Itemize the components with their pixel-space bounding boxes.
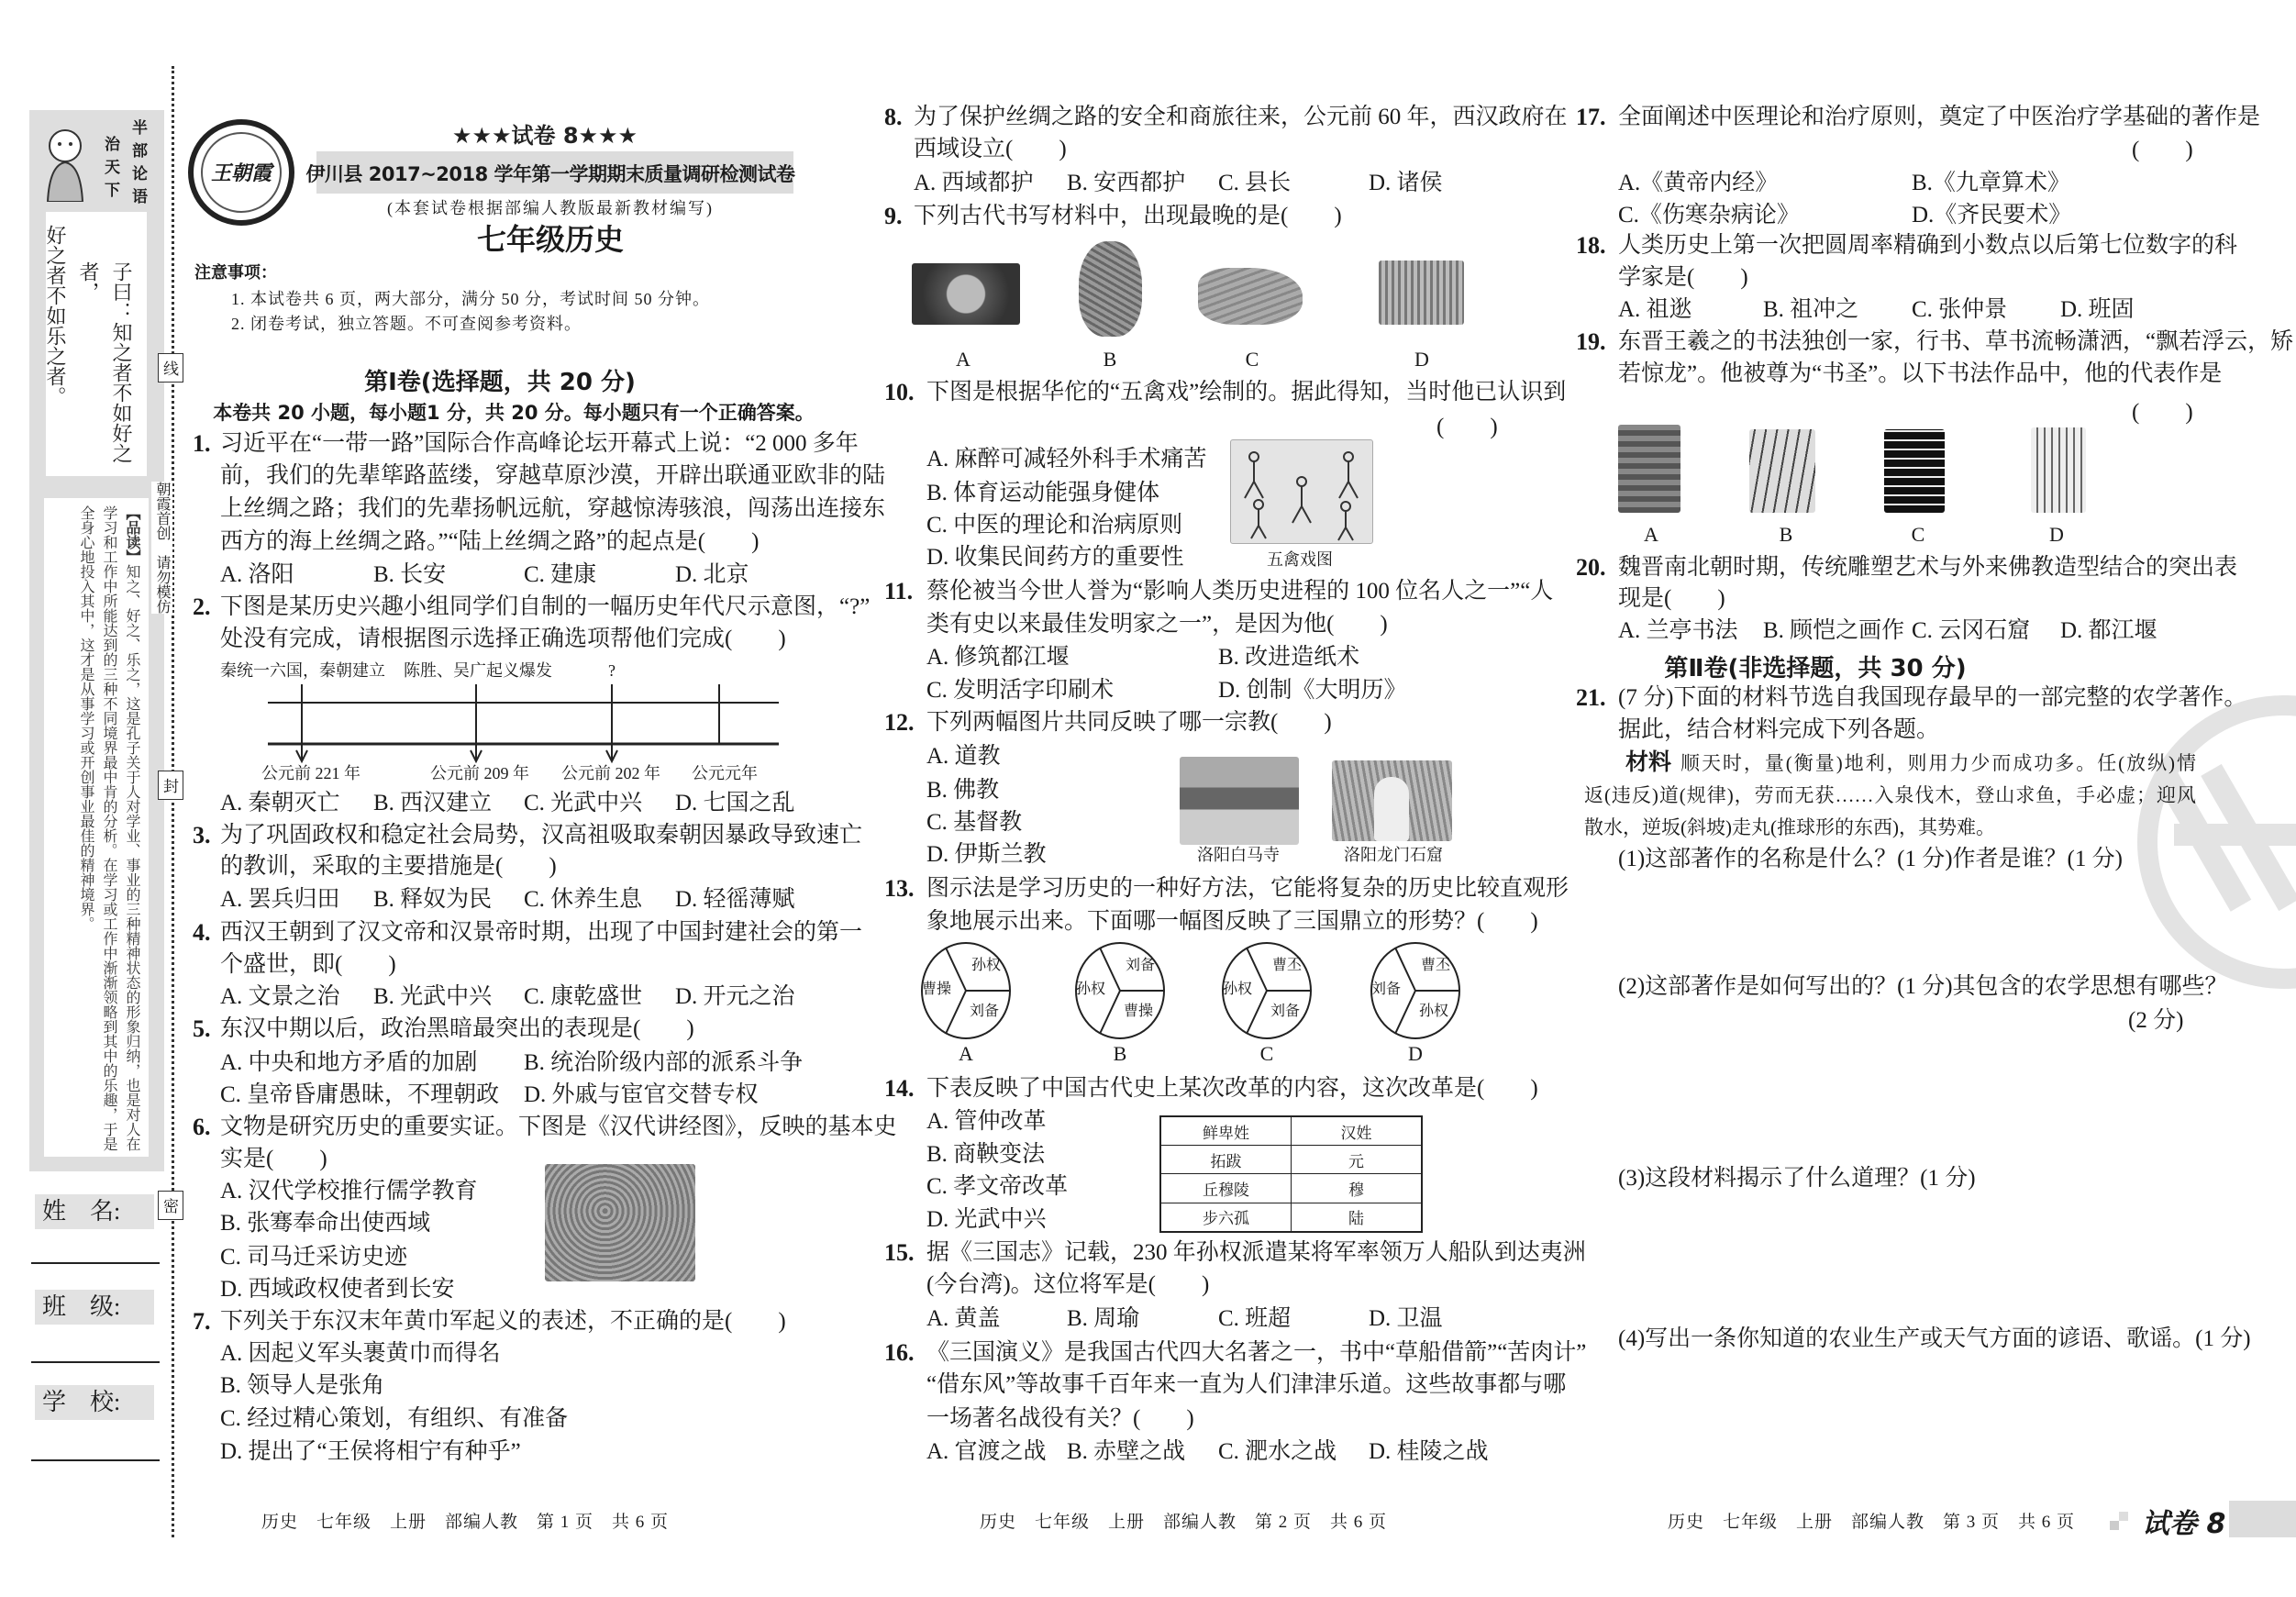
calligraphy-a-image: [1618, 425, 1680, 513]
subquestion-3: (3)这段材料揭示了什么道理？(1 分): [1618, 1166, 1976, 1191]
diagram-label-left: 刘备: [1371, 981, 1402, 997]
question-number: 15.: [884, 1239, 915, 1266]
question-stem-line: 的教训，采取的主要措施是( ): [220, 854, 557, 879]
question-stem-line: 习近平在“一带一路”国际合作高峰论坛开幕式上说：“2 000 多年: [220, 431, 859, 456]
bamboo-slips-image: [1379, 261, 1464, 325]
option-d[interactable]: D. 提出了“王侯将相宁有种乎”: [220, 1439, 521, 1464]
image-label: B: [1779, 523, 1793, 546]
question-stem-line: 为了保护丝绸之路的安全和商旅往来，公元前 60 年，西汉政府在: [914, 105, 1568, 129]
diagram-label-left: 孙权: [1223, 981, 1253, 997]
question-number: 20.: [1576, 554, 1606, 581]
image-label: A: [1644, 523, 1658, 546]
han-lecture-relief-image: [545, 1164, 695, 1281]
question-stem-line: “借东风”等故事千百年来一直为人们津津乐道。这些故事都与哪: [926, 1372, 1567, 1397]
question-stem-line: 学家是( ): [1618, 265, 1748, 290]
answer-bracket: ( ): [2132, 138, 2193, 162]
option-a[interactable]: A. 兰亭书法: [1618, 618, 1738, 643]
question-stem-line: 蔡伦被当今世人誉为“影响人类历史进程的 100 位名人之一”“人: [926, 579, 1554, 604]
material-label: 材料: [1625, 750, 1672, 775]
question-stem-line: 据《三国志》记载，230 年孙权派遣某将军率领万人船队到达夷洲: [926, 1240, 1586, 1265]
option-a[interactable]: A. 祖逖: [1618, 297, 1692, 322]
diagram-label-bottom: 曹操: [1124, 1004, 1154, 1019]
material-line: 散水，逆坂(斜坡)走丸(推球形的东西)，其势难。: [1584, 816, 1995, 838]
option-c[interactable]: C. 云冈石窟: [1912, 618, 2031, 643]
pindu-text: 知之、好之、乐之，这是孔子关于人对学业、事业的三种精神状态的形象归纳，也是对人在学习和工作中所能达到的三种不同境界最中肯的分析。在学习或工作中渐渐领略到其中的乐趣，于是全身心地投入其中，这才是从事学习或开创事业最佳的精神境界。: [78, 505, 139, 1151]
table-header: 鲜卑姓: [1160, 1116, 1292, 1146]
diagram-label-top: 曹丕: [1421, 958, 1451, 973]
subquestion-2-score: (2 分): [2128, 1008, 2184, 1033]
option-a[interactable]: A. 因起义军头裹黄巾而得名: [220, 1341, 501, 1366]
oracle-bone-image: [1079, 241, 1142, 337]
option-d[interactable]: D. 卫温: [1369, 1306, 1443, 1331]
diagram-option-label: A: [959, 1042, 973, 1065]
subquestion-1: (1)这部著作的名称是什么？(1 分)作者是谁？(1 分): [1618, 847, 2123, 871]
notice-2: 2. 闭卷考试，独立答题。不可查阅参考资料。: [231, 315, 582, 333]
option-b[interactable]: B. 张骞奉命出使西域: [220, 1211, 431, 1236]
question-stem-line: 图示法是学习历史的一种好方法，它能将复杂的历史比较直观形: [926, 876, 1569, 901]
option-a[interactable]: A. 秦朝灭亡: [220, 791, 340, 815]
part2-heading: 第Ⅱ卷(非选择题，共 30 分): [1664, 655, 1967, 682]
subquestion-2: (2)这部著作是如何写出的？(1 分)其包含的农学思想有哪些？: [1618, 974, 2228, 999]
question-stem-line: 前，我们的先辈筚路蓝缕，穿越草原沙漠，开辟出联通亚欧非的陆: [220, 463, 886, 488]
edition-note: (本套试卷根据部编人教版最新教材编写): [387, 199, 714, 217]
diagram-label-left: 曹操: [922, 981, 952, 997]
diagram-option-label: B: [1113, 1042, 1127, 1065]
image-label: D: [2049, 523, 2064, 546]
answer-bracket: ( ): [2132, 400, 2193, 425]
question-stem-line: 下列关于东汉末年黄巾军起义的表述，不正确的是( ): [220, 1309, 786, 1334]
question-number: 6.: [193, 1114, 211, 1140]
question-stem-line: 个盛世，即( ): [220, 952, 396, 977]
image-label: C: [1245, 348, 1259, 371]
question-number: 8.: [884, 104, 903, 130]
diagram-label-top: 曹丕: [1272, 958, 1303, 973]
option-c[interactable]: C. 孝文帝改革: [926, 1174, 1069, 1199]
timeline-diagram: [257, 679, 789, 771]
subquestion-4: (4)写出一条你知道的农业生产或天气方面的谚语、歌谣。(1 分): [1618, 1326, 2251, 1351]
paper-badge: 试卷 8: [2142, 1508, 2226, 1540]
timeline-arrow-icon: [471, 684, 482, 761]
copyright-notice: 朝霞首创 请勿模仿: [151, 482, 172, 614]
question-stem-line: 西域设立( ): [914, 137, 1067, 161]
option-d[interactable]: D. 都江堰: [2060, 618, 2157, 643]
option-d[interactable]: D.《齐民要术》: [1912, 203, 2072, 227]
question-stem-line: 上丝绸之路；我们的先辈扬帆远航，穿越惊涛骇浪，闯荡出连接东: [220, 496, 886, 521]
question-stem-line: (7 分)下面的材料节选自我国现存最早的一部完整的农学著作。: [1618, 685, 2247, 710]
option-b[interactable]: B. 安西都护: [1067, 171, 1186, 195]
seal-feng: 封: [158, 771, 183, 800]
timeline-event: 秦统一六国，秦朝建立: [220, 661, 385, 680]
five-animal-exercises-image: [1230, 439, 1373, 544]
diagram-label-bottom: 孙权: [1419, 1004, 1449, 1019]
class-input[interactable]: [31, 1361, 160, 1363]
footer-page-1: 历史 七年级 上册 部编人教 第 1 页 共 6 页: [261, 1513, 670, 1532]
longmen-grottoes-image: [1332, 760, 1452, 841]
option-d[interactable]: D. 收集民间药方的重要性: [926, 545, 1184, 570]
table-cell: 拓跋: [1160, 1146, 1292, 1174]
timeline-year: 公元前 221 年: [261, 764, 360, 782]
material-line: 返(违反)道(规律)，劳而无获……入泉伐木，登山求鱼，手必虚；迎风: [1584, 784, 2196, 806]
option-a[interactable]: A. 修筑都江堰: [926, 645, 1070, 670]
image-label: A: [956, 348, 971, 371]
option-d[interactable]: D. 北京: [675, 562, 749, 587]
option-c[interactable]: C. 皇帝昏庸愚昧，不理朝政: [220, 1082, 500, 1107]
question-stem-line: 为了巩固政权和稳定社会局势，汉高祖吸取秦朝因暴政导致速亡: [220, 823, 863, 848]
option-d[interactable]: D. 轻徭薄赋: [675, 887, 795, 912]
question-stem-line: 实是( ): [220, 1147, 327, 1171]
notice-1: 1. 本试卷共 6 页，两大部分，满分 50 分，考试时间 50 分钟。: [231, 290, 710, 308]
option-c[interactable]: C. 淝水之战: [1218, 1439, 1337, 1464]
question-stem-line: 全面阐述中医理论和治疗原则，奠定了中医治疗学基础的著作是: [1618, 105, 2261, 129]
question-stem-line: 魏晋南北朝时期，传统雕塑艺术与外来佛教造型结合的突出表: [1618, 555, 2238, 580]
image-label: B: [1103, 348, 1117, 371]
diagram-option-label: D: [1408, 1042, 1423, 1065]
exam-title: 伊川县 2017~2018 学年第一学期期末质量调研检测试卷: [305, 163, 795, 185]
option-d[interactable]: D. 班固: [2060, 297, 2135, 322]
option-c[interactable]: C. 经过精心策划，有组织、有准备: [220, 1406, 569, 1431]
option-d[interactable]: D. 桂陵之战: [1369, 1439, 1489, 1464]
question-number: 11.: [884, 578, 914, 604]
option-a[interactable]: A. 洛阳: [220, 562, 294, 587]
option-a[interactable]: A. 中央和地方矛盾的加剧: [220, 1050, 478, 1075]
diagram-option-label: C: [1259, 1042, 1274, 1065]
timeline-year: 公元元年: [692, 764, 758, 782]
seal-xian: 线: [158, 353, 183, 383]
question-stem-line: 若惊龙”。他被尊为“书圣”。以下书法作品中，他的代表作是: [1618, 361, 2223, 386]
option-b[interactable]: B. 改进造纸术: [1218, 645, 1360, 670]
question-stem-line: (今台湾)。这位将军是( ): [926, 1272, 1210, 1297]
option-b[interactable]: B. 光武中兴: [373, 984, 493, 1009]
table-cell: 元: [1292, 1146, 1423, 1174]
question-stem-line: 下图是某历史兴趣小组同学们自制的一幅历史年代尺示意图，“?”: [220, 594, 871, 619]
question-stem-line: 下列古代书写材料中，出现最晚的是( ): [914, 204, 1342, 228]
seal-mi: 密: [158, 1191, 183, 1220]
option-b[interactable]: B. 商鞅变法: [926, 1142, 1046, 1167]
part1-description: 本卷共 20 小题，每小题1 分，共 20 分。每小题只有一个正确答案。: [213, 402, 815, 424]
option-b[interactable]: B. 领导人是张角: [220, 1373, 385, 1398]
option-a[interactable]: A. 麻醉可减轻外科手术痛苦: [926, 447, 1207, 471]
question-stem-line: 东汉中期以后，政治黑暗最突出的表现是( ): [220, 1016, 694, 1041]
option-d[interactable]: D. 诸侯: [1369, 171, 1443, 195]
option-c[interactable]: C. 张仲景: [1912, 297, 2008, 322]
ancient-paper-image: [1198, 268, 1303, 325]
question-number: 1.: [193, 430, 211, 457]
paper-badge-bar: [2229, 1501, 2296, 1537]
option-c[interactable]: C. 光武中兴: [524, 791, 643, 815]
option-b[interactable]: B. 统治阶级内部的派系斗争: [524, 1050, 804, 1075]
name-label: 姓 名:: [35, 1194, 154, 1229]
option-b[interactable]: B. 释奴为民: [373, 887, 493, 912]
question-number: 7.: [193, 1308, 211, 1335]
quote-line-1: 子曰：知之者不如好之者，: [77, 261, 133, 463]
timeline-year: 公元前 202 年: [561, 764, 660, 782]
pindu-box: [44, 498, 149, 1157]
option-b[interactable]: B. 西汉建立: [373, 791, 493, 815]
calligraphy-c-image: [1884, 429, 1945, 513]
option-b[interactable]: B. 长安: [373, 562, 447, 587]
binding-line: [172, 66, 174, 1537]
part1-heading: 第Ⅰ卷(选择题，共 20 分): [364, 369, 636, 396]
image-label: D: [1414, 348, 1429, 371]
question-number: 4.: [193, 919, 211, 946]
option-b[interactable]: B. 祖冲之: [1763, 297, 1859, 322]
question-number: 14.: [884, 1075, 915, 1102]
timeline-arrow-icon: [296, 684, 307, 761]
paper-label: ★★★试卷 8★★★: [451, 123, 638, 149]
question-number: 18.: [1576, 232, 1606, 259]
question-number: 5.: [193, 1015, 211, 1042]
motto-right: 半部论语: [128, 119, 147, 211]
question-stem-line: 西方的海上丝绸之路。”“陆上丝绸之路”的起点是( ): [220, 529, 760, 554]
timeline-event: ?: [608, 661, 616, 680]
table-cell: 丘穆陵: [1160, 1174, 1292, 1203]
option-b[interactable]: B. 赤壁之战: [1067, 1439, 1186, 1464]
question-number: 12.: [884, 709, 915, 736]
option-a[interactable]: A. 汉代学校推行儒学教育: [220, 1179, 478, 1203]
question-number: 16.: [884, 1339, 915, 1366]
subject-title: 七年级历史: [476, 222, 625, 257]
option-c[interactable]: C. 基督教: [926, 810, 1023, 835]
question-stem-line: 象地展示出来。下面哪一幅图反映了三国鼎立的形势？( ): [926, 909, 1538, 934]
motto-left: 治天下: [101, 136, 119, 205]
table-cell: 穆: [1292, 1174, 1423, 1203]
option-b[interactable]: B. 顾恺之画作: [1763, 618, 1905, 643]
option-d[interactable]: D. 开元之治: [675, 984, 795, 1009]
question-stem-line: 人类历史上第一次把圆周率精确到小数点以后第七位数字的科: [1618, 233, 2238, 258]
option-c[interactable]: C.《伤寒杂病论》: [1618, 203, 1800, 227]
question-number: 10.: [884, 379, 915, 405]
timeline-arrow-icon: [606, 684, 617, 761]
school-label: 学 校:: [35, 1385, 154, 1420]
question-number: 2.: [193, 593, 211, 620]
timeline-event: 陈胜、吴广起义爆发: [404, 661, 552, 680]
table-row: [1160, 1174, 1422, 1203]
option-c[interactable]: C. 中医的理论和治病原则: [926, 513, 1183, 538]
confucius-cartoon-icon: [39, 124, 92, 202]
option-d[interactable]: D. 光武中兴: [926, 1207, 1047, 1232]
pindu-label: 【品读】: [124, 505, 139, 564]
question-number: 21.: [1576, 684, 1606, 711]
question-stem-line: 类有史以来最佳发明家之一”，是因为他( ): [926, 612, 1388, 637]
question-stem-line: 一场著名战役有关？( ): [926, 1406, 1194, 1431]
surname-reform-table: [1159, 1115, 1423, 1233]
bronze-inscription-image: [912, 263, 1020, 325]
figure-caption: 洛阳龙门石窟: [1344, 846, 1443, 864]
diagram-label-top: 孙权: [971, 958, 1002, 973]
table-cell: 陆: [1292, 1203, 1423, 1232]
question-stem-line: 西汉王朝到了汉文帝和汉景帝时期，出现了中国封建社会的第一: [220, 920, 863, 945]
table-row: [1160, 1146, 1422, 1174]
option-a[interactable]: A. 黄盖: [926, 1306, 1001, 1331]
question-stem-line: 处没有完成，请根据图示选择正确选项帮他们完成( ): [220, 627, 786, 651]
option-a[interactable]: A. 道教: [926, 744, 1001, 769]
question-stem-line: 下列两幅图片共同反映了哪一宗教( ): [926, 710, 1332, 735]
material-line: 顺天时，量(衡量)地利，则用力少而成功多。任(放纵)情: [1680, 752, 2196, 774]
question-number: 17.: [1576, 104, 1606, 130]
table-cell: 步六孤: [1160, 1203, 1292, 1232]
option-c[interactable]: C. 发明活字印刷术: [926, 678, 1115, 703]
option-a[interactable]: A. 管仲改革: [926, 1109, 1047, 1134]
logo-text: 王朝霞: [210, 161, 272, 184]
option-a[interactable]: A. 罢兵归田: [220, 887, 340, 912]
quote-box: [46, 212, 147, 476]
class-label: 班 级:: [35, 1290, 154, 1325]
question-number: 3.: [193, 822, 211, 848]
option-b[interactable]: B. 周瑜: [1067, 1306, 1140, 1331]
quote-line-2: 好之者不如乐之者。: [44, 225, 67, 406]
option-c[interactable]: C. 建康: [524, 562, 597, 587]
question-stem-line: 现是( ): [1618, 586, 1725, 611]
answer-bracket: ( ): [1436, 415, 1498, 439]
option-d[interactable]: D. 外戚与宦官交替专权: [524, 1082, 759, 1107]
table-row: [1160, 1203, 1422, 1232]
figure-caption: 五禽戏图: [1267, 550, 1333, 569]
option-d[interactable]: D. 七国之乱: [675, 791, 795, 815]
question-stem-line: 下图是根据华佗的“五禽戏”绘制的。据此得知，当时他已认识到: [926, 380, 1567, 405]
option-c[interactable]: C. 休养生息: [524, 887, 643, 912]
brand-logo: [188, 119, 294, 226]
question-stem-line: 东晋王羲之的书法独创一家，行书、草书流畅潇洒，“飘若浮云，矫: [1618, 329, 2294, 354]
option-b[interactable]: B. 佛教: [926, 778, 1000, 803]
option-d[interactable]: D. 西域政权使者到长安: [220, 1277, 455, 1302]
option-a[interactable]: A.《黄帝内经》: [1618, 171, 1779, 195]
table-header: 汉姓: [1292, 1116, 1423, 1146]
diagram-label-bottom: 刘备: [1270, 1004, 1301, 1019]
question-stem-line: 《三国演义》是我国古代四大名著之一，书中“草船借箭”“苦肉计”: [926, 1340, 1587, 1365]
timeline-year: 公元前 209 年: [430, 764, 529, 782]
option-d[interactable]: D. 创制《大明历》: [1218, 678, 1407, 703]
school-input[interactable]: [31, 1459, 160, 1461]
option-c[interactable]: C. 班超: [1218, 1306, 1292, 1331]
name-input[interactable]: [31, 1262, 160, 1264]
white-horse-temple-image: [1180, 757, 1299, 845]
question-number: 9.: [884, 203, 903, 229]
option-b[interactable]: B.《九章算术》: [1912, 171, 2070, 195]
figure-caption: 洛阳白马寺: [1197, 846, 1280, 864]
footer-page-3: 历史 七年级 上册 部编人教 第 3 页 共 6 页: [1667, 1513, 2076, 1532]
question-stem-line: 据此，结合材料完成下列各题。: [1618, 717, 1940, 742]
watermark-seal-icon: [2137, 695, 2296, 989]
option-b[interactable]: B. 体育运动能强身健体: [926, 481, 1160, 505]
diagram-label-left: 孙权: [1076, 981, 1106, 997]
question-number: 13.: [884, 875, 915, 902]
option-a[interactable]: A. 文景之治: [220, 984, 340, 1009]
footer-page-2: 历史 七年级 上册 部编人教 第 2 页 共 6 页: [979, 1513, 1388, 1532]
badge-decoration: [2110, 1521, 2119, 1530]
option-c[interactable]: C. 司马迁采访史迹: [220, 1245, 408, 1270]
image-label: C: [1911, 523, 1925, 546]
option-d[interactable]: D. 伊斯兰教: [926, 842, 1047, 867]
diagram-label-bottom: 刘备: [970, 1004, 1000, 1019]
question-number: 19.: [1576, 328, 1606, 355]
question-stem-line: 文物是研究历史的重要实证。下图是《汉代讲经图》，反映的基本史: [220, 1115, 897, 1139]
question-stem-line: 下表反映了中国古代史上某次改革的内容，这次改革是( ): [926, 1076, 1538, 1101]
calligraphy-b-image: [1749, 429, 1815, 513]
notice-title: 注意事项：: [194, 263, 277, 283]
diagram-label-top: 刘备: [1126, 958, 1156, 973]
option-a[interactable]: A. 西域都护: [914, 171, 1034, 195]
option-c[interactable]: C. 县长: [1218, 171, 1292, 195]
calligraphy-d-image: [2031, 427, 2086, 513]
option-c[interactable]: C. 康乾盛世: [524, 984, 643, 1009]
option-a[interactable]: A. 官渡之战: [926, 1439, 1047, 1464]
